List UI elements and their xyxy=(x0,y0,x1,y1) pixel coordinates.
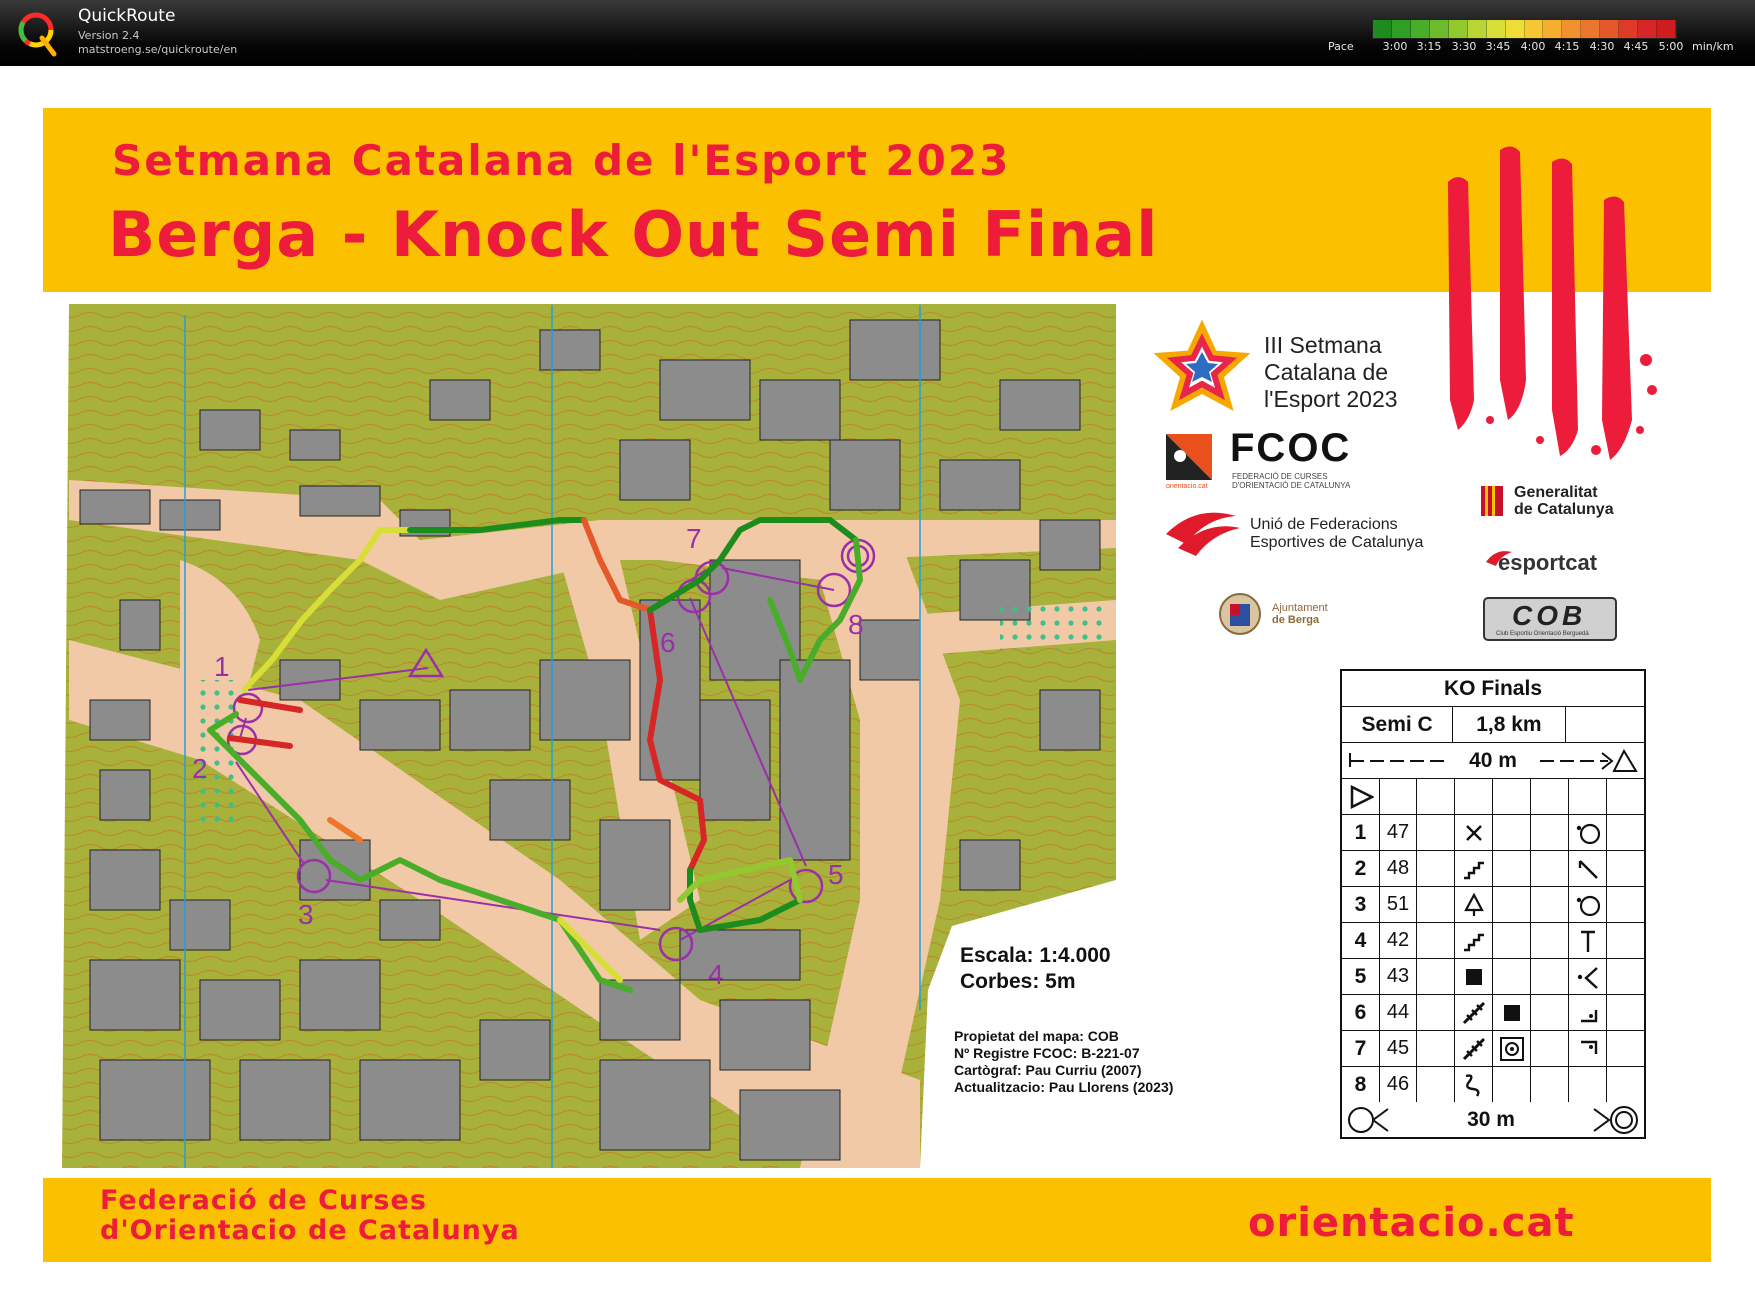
square-icon xyxy=(1499,1000,1525,1026)
generalitat-logo-icon xyxy=(1481,486,1503,516)
control-code-cell: 51 xyxy=(1380,887,1417,922)
map-info-line: Actualitzacio: Pau Llorens (2023) xyxy=(954,1079,1174,1095)
ufec-line: Unió de Federacions xyxy=(1250,516,1398,533)
start-triangle-icon xyxy=(1348,784,1374,810)
control-description-row xyxy=(1342,1067,1644,1102)
setmana-logo-text xyxy=(1264,332,1398,413)
control-code-cell: 42 xyxy=(1380,923,1417,958)
cd-title: KO Finals xyxy=(1443,676,1543,700)
ajuntament-line: Ajuntament xyxy=(1272,602,1328,614)
ufec-logo-text xyxy=(1250,516,1423,552)
control-description-row xyxy=(1342,923,1644,959)
footer-line: Federació de Curses xyxy=(100,1185,427,1216)
ajuntament-logo-text xyxy=(1272,602,1328,626)
pace-tick: 4:00 xyxy=(1520,40,1546,53)
control-description-row xyxy=(1342,1031,1644,1067)
pace-tick: 3:45 xyxy=(1485,40,1511,53)
control-number-cell: 2 xyxy=(1342,851,1380,886)
control-number: 1 xyxy=(214,651,230,682)
pace-tick: 3:15 xyxy=(1416,40,1442,53)
map-scale: Escala: 1:4.000 xyxy=(960,944,1111,967)
control-code-cell: 43 xyxy=(1380,959,1417,994)
race-title: Berga - Knock Out Semi Final xyxy=(108,198,1159,271)
control-number-cell: 7 xyxy=(1342,1031,1380,1066)
control-code-cell: 48 xyxy=(1380,851,1417,886)
pace-tick: 4:15 xyxy=(1554,40,1580,53)
control-description-row xyxy=(1342,995,1644,1031)
finish-icon xyxy=(1592,1105,1640,1135)
control-description-row xyxy=(1342,851,1644,887)
cd-length: 1,8 km xyxy=(1453,707,1565,742)
fcoc-small: orientacio.cat xyxy=(1166,483,1208,490)
pace-label: Pace xyxy=(1328,40,1354,53)
diag-stairs-icon xyxy=(1461,1036,1487,1062)
control-number-cell: 4 xyxy=(1342,923,1380,958)
ufec-line: Esportives de Catalunya xyxy=(1250,534,1424,551)
start-arrow-icon xyxy=(1348,751,1448,771)
control-number: 3 xyxy=(298,899,314,930)
berga-shield-icon xyxy=(1220,594,1260,634)
dot-corner-icon xyxy=(1575,964,1601,990)
setmana-line: III Setmana xyxy=(1264,332,1382,358)
control-description-row xyxy=(1342,815,1644,851)
stairs-icon xyxy=(1461,928,1487,954)
fcoc-sub: D'ORIENTACIÓ DE CATALUNYA xyxy=(1232,481,1351,490)
generalitat-logo-text xyxy=(1514,484,1614,518)
pace-tick: 3:00 xyxy=(1382,40,1408,53)
control-number-cell: 8 xyxy=(1342,1067,1380,1102)
contour-interval: Corbes: 5m xyxy=(960,970,1076,993)
control-description-row xyxy=(1342,959,1644,995)
app-url[interactable]: matstroeng.se/quickroute/en xyxy=(78,43,238,56)
flower-icon xyxy=(1499,1036,1525,1062)
map-info-line: Cartògraf: Pau Curriu (2007) xyxy=(954,1062,1142,1078)
dot-circle-icon xyxy=(1575,820,1601,846)
control-number-cell: 3 xyxy=(1342,887,1380,922)
cd-start-distance: 40 m xyxy=(1469,748,1517,772)
control-number: 6 xyxy=(660,627,676,658)
corner-dot-low-icon xyxy=(1575,1000,1601,1026)
esportcat-logo-text: esportcat xyxy=(1498,550,1598,575)
pace-tick: 5:00 xyxy=(1658,40,1684,53)
control-number-cell: 6 xyxy=(1342,995,1380,1030)
corner-dot-up-icon xyxy=(1575,1036,1601,1062)
fcoc-logo-icon xyxy=(1166,434,1212,480)
stairs-icon xyxy=(1461,856,1487,882)
setmana-line: l'Esport 2023 xyxy=(1264,386,1398,412)
control-number-cell: 1 xyxy=(1342,815,1380,850)
fcoc-sub: FEDERACIÓ DE CURSES xyxy=(1232,472,1328,481)
map-info-line: Nº Registre FCOC: B-221-07 xyxy=(954,1045,1140,1061)
cross-icon xyxy=(1461,820,1487,846)
setmana-line: Catalana de xyxy=(1264,359,1389,385)
control-code-cell: 44 xyxy=(1380,995,1417,1030)
control-description-row xyxy=(1342,887,1644,923)
cd-finish-distance: 30 m xyxy=(1467,1107,1515,1131)
generalitat-line: de Catalunya xyxy=(1514,501,1614,518)
ufec-logo-icon xyxy=(1166,513,1240,556)
fcoc-logo-text: FCOC xyxy=(1230,426,1352,470)
finish-from-control-icon xyxy=(1346,1105,1390,1135)
control-code-cell: 45 xyxy=(1380,1031,1417,1066)
to-finish-icon xyxy=(1538,749,1638,773)
footer-website: orientacio.cat xyxy=(1248,1200,1575,1246)
cob-logo-text: COB xyxy=(1512,600,1587,631)
control-description-sheet xyxy=(1340,669,1646,1139)
control-code-cell: 47 xyxy=(1380,815,1417,850)
footer-line: d'Orientacio de Catalunya xyxy=(100,1215,520,1246)
app-version: Version 2.4 xyxy=(78,29,140,42)
vegetation-dots xyxy=(1000,600,1110,650)
map-info xyxy=(954,1028,1173,1096)
app-title: QuickRoute xyxy=(78,6,176,26)
pace-unit: min/km xyxy=(1692,40,1734,53)
generalitat-line: Generalitat xyxy=(1514,484,1598,501)
squiggle-icon xyxy=(1461,1072,1487,1098)
control-number: 2 xyxy=(192,753,208,784)
diag-stairs-icon xyxy=(1461,1000,1487,1026)
senyera-brush-logo xyxy=(1448,146,1657,460)
setmana-logo-icon xyxy=(1162,328,1242,404)
control-number: 5 xyxy=(828,859,844,890)
control-number: 7 xyxy=(686,523,702,554)
pace-tick: 4:30 xyxy=(1589,40,1615,53)
square-icon xyxy=(1461,964,1487,990)
ajuntament-line: de Berga xyxy=(1272,614,1320,626)
control-number: 4 xyxy=(708,959,724,990)
top-end-icon xyxy=(1575,928,1601,954)
cd-class: Semi C xyxy=(1342,707,1453,742)
footer-federation xyxy=(100,1186,520,1246)
corner-se-icon xyxy=(1575,856,1601,882)
map-info-line: Propietat del mapa: COB xyxy=(954,1028,1119,1044)
control-number-cell: 5 xyxy=(1342,959,1380,994)
cob-sub-text: Club Esportiu Orientació Berguedà xyxy=(1496,631,1589,637)
pace-tick: 3:30 xyxy=(1451,40,1477,53)
dot-circle-icon xyxy=(1575,892,1601,918)
event-title: Setmana Catalana de l'Esport 2023 xyxy=(112,136,1011,185)
tree-icon xyxy=(1461,892,1487,918)
pace-tick: 4:45 xyxy=(1623,40,1649,53)
control-number: 8 xyxy=(848,609,864,640)
control-code-cell: 46 xyxy=(1380,1067,1417,1102)
